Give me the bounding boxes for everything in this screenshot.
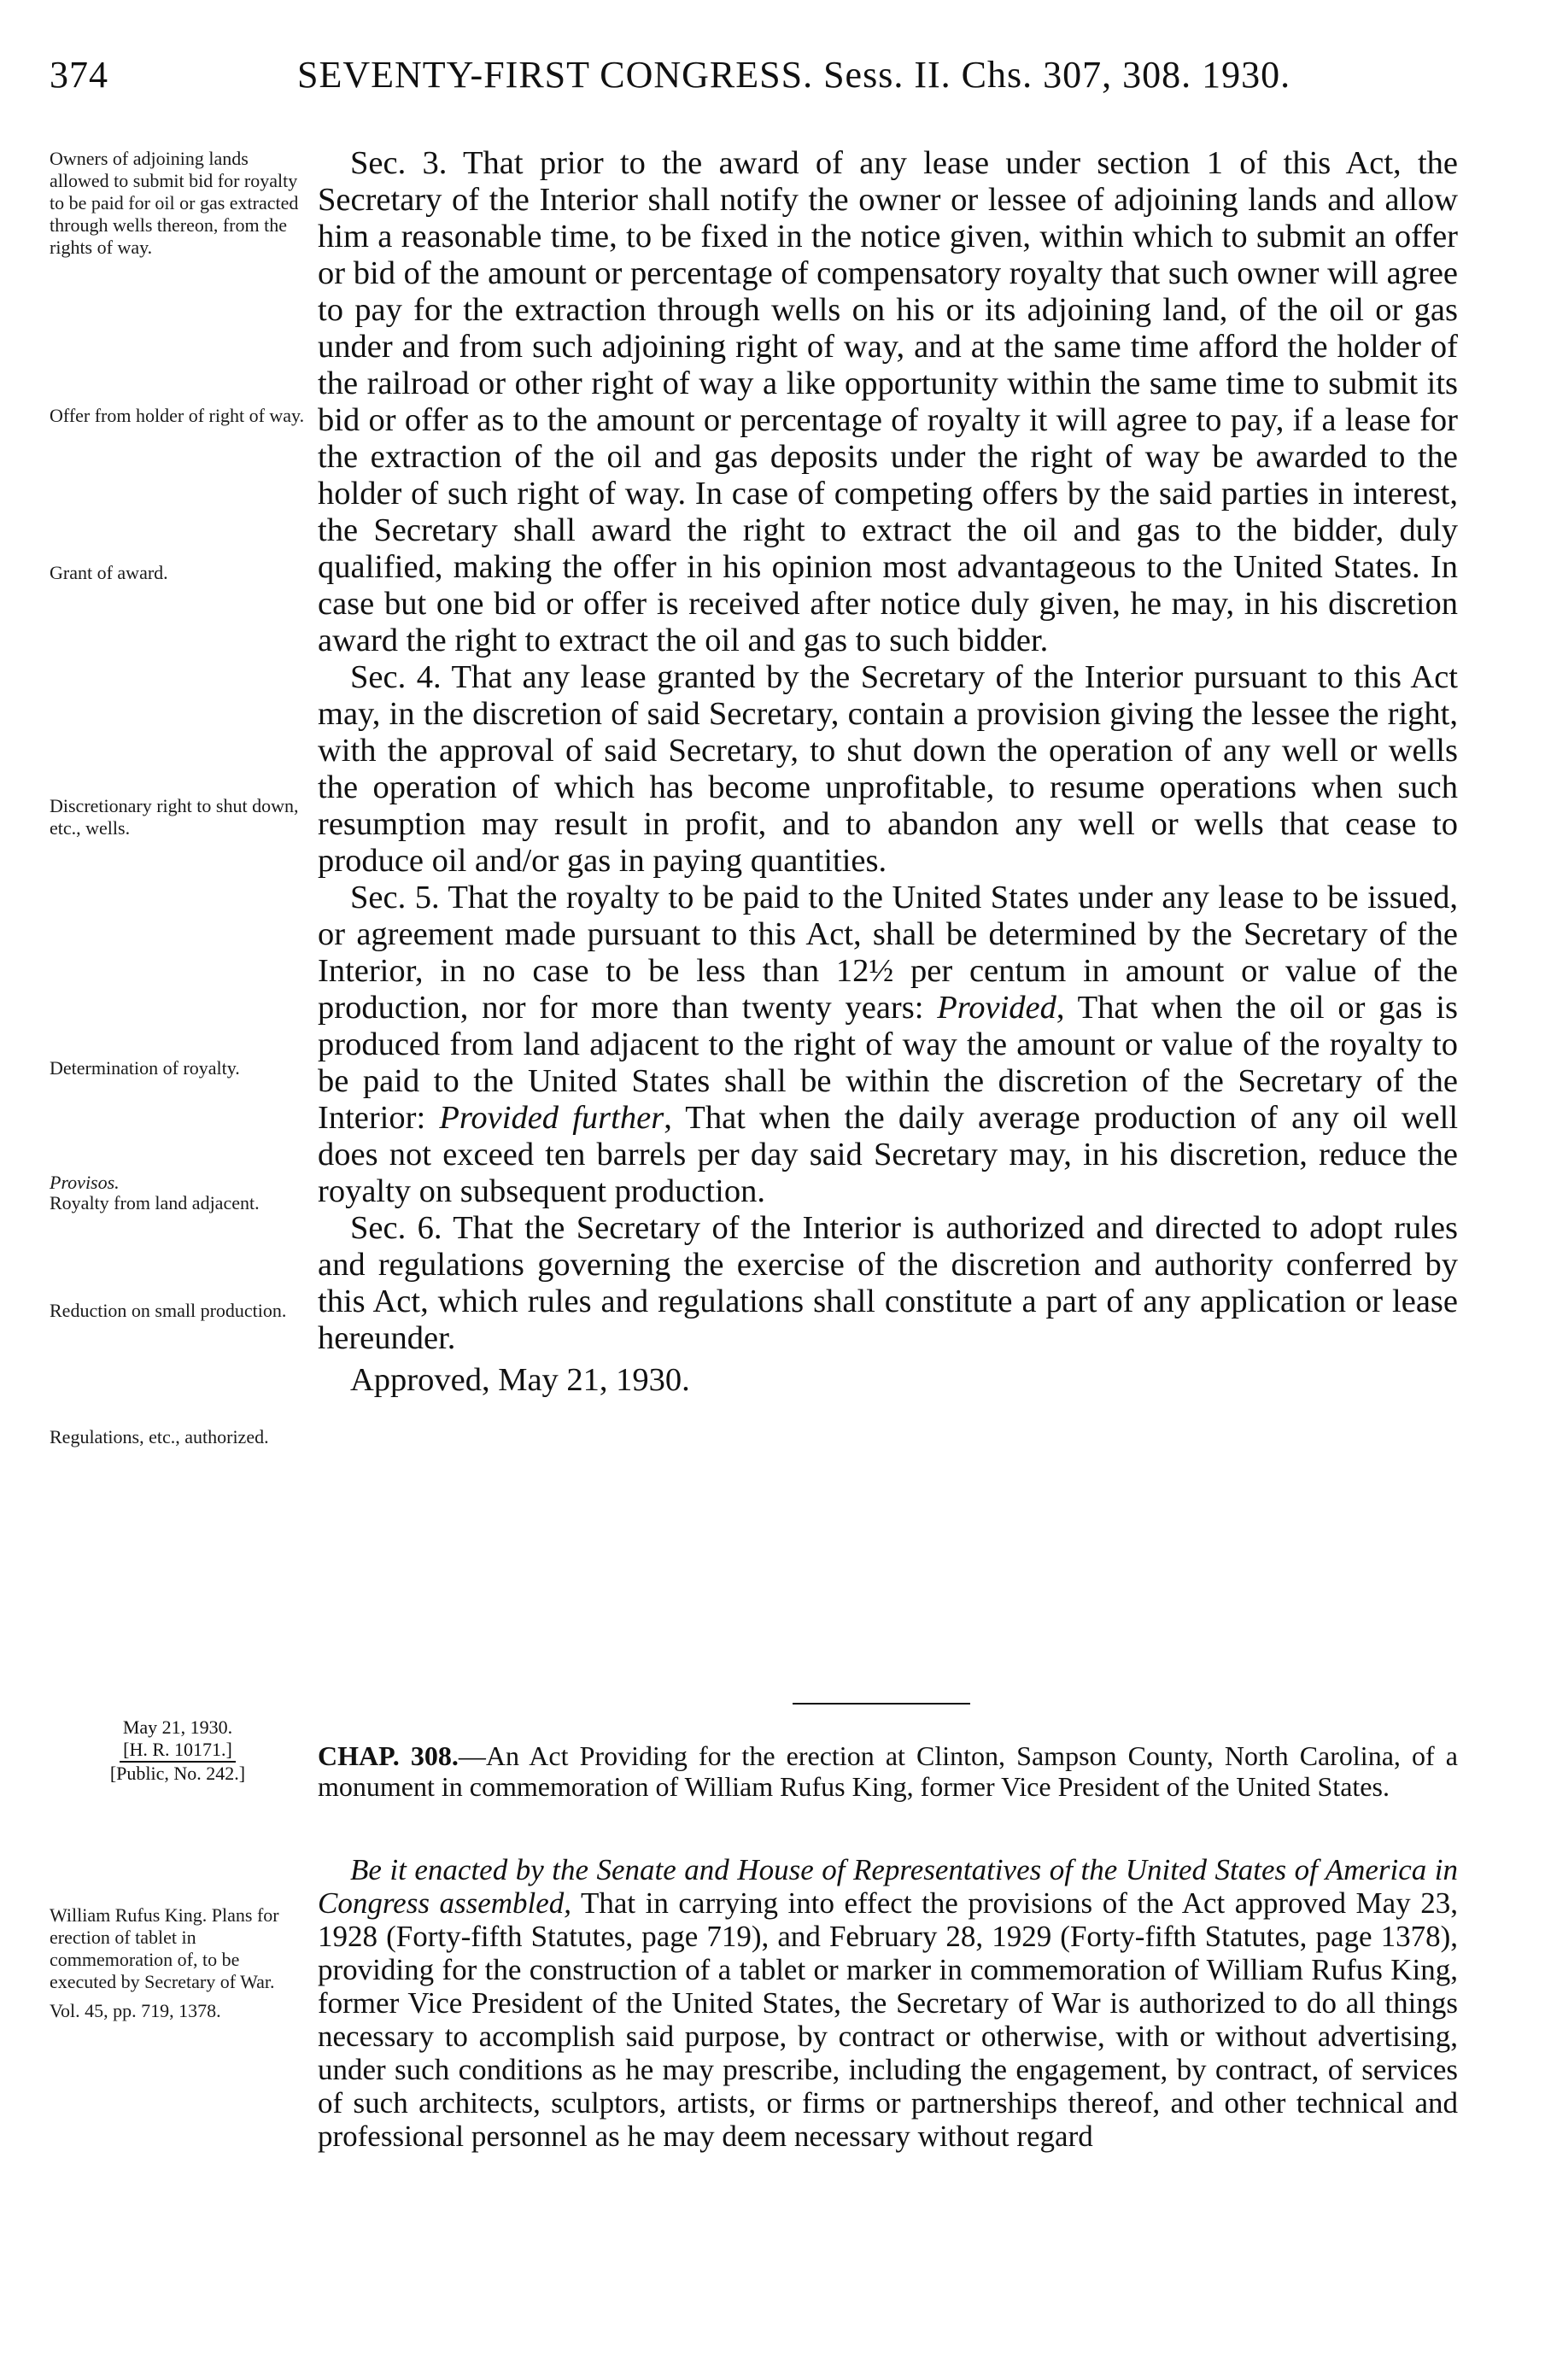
section-divider [793, 1703, 970, 1705]
enacting-clause: Be it enacted by the Senate and House of Representatives of the United States of America in Congress assembled, [318, 1853, 1458, 1920]
margin-note-discretionary: Discretionary right to shut down, etc., wells. [50, 795, 299, 839]
section-4: Sec. 4. That any lease granted by the Secretary of the Interior pursuant to this Act may, in the discretion of said Secretary, contain a provision giving the lessee the right, with the approval of said Secretary, to shut down the operation of any well or wells the operation of which has become unprofitable, to resume operations when such resumption may result in profit, and to abandon any well or wells that cease to produce oil and/or gas in paying quantities. [318, 659, 1458, 879]
public-law-number: [Public, No. 242.] [109, 1763, 246, 1784]
chapter-heading [318, 1740, 1458, 1802]
margin-note-grant: Grant of award. [50, 562, 168, 583]
running-title: SEVENTY-FIRST CONGRESS. Sess. II. Chs. 307, 308. 1930. [297, 54, 1291, 96]
approval-date: Approved, May 21, 1930. [350, 1362, 690, 1398]
chapter-label: CHAP. 308. [318, 1740, 459, 1771]
section-5-part-c: , That when the daily average production of any oil well does not exceed ten barrels per day said Secretary may, in his discretion, reduce the royalty on subsequent production. [318, 1100, 1459, 1209]
section-5-part-a: Sec. 5. That the royalty to be paid to the United States under any lease to be issued, or agreement made pursuant to this Act, shall be determined by the Secretary of the Interior, in no case to be less than 12½ per centum in amount or value of the production, nor for more than twenty years: [318, 880, 1458, 1026]
bill-date: May 21, 1930. [122, 1716, 233, 1738]
section-5-provided-further: Provided further [439, 1100, 664, 1136]
chapter-title: —An Act Providing for the erection at Clinton, Sampson County, North Carolina, of a monument in commemoration of William Rufus King, former Vice President of the United States. [318, 1740, 1459, 1802]
enactment-text [318, 1853, 1458, 2153]
section-3: Sec. 3. That prior to the award of any lease under section 1 of this Act, the Secretary of the Interior shall notify the owner or lessee of adjoining lands and allow him a reasonable time, to be fixed in the notice given, within which to submit an offer or bid of the amount or percentage of compensatory royalty that such owner will agree to pay for the extraction through wells on his or its adjoining land, of the oil or gas under and from such adjoining right of way, and at the same time afford the holder of the railroad or other right of way a like opportunity within the same time to submit its bid or offer as to the amount or percentage of royalty it will agree to pay, if a lease for the extraction of the oil and gas deposits under the right of way be awarded to the holder of such right of way. In case of competing offers by the said parties in interest, the Secretary shall award the right to extract the oil and gas to the bidder, duly qualified, making the offer in his opinion most advantageous to the United States. In case but one bid or offer is received after notice duly given, he may, in his discretion award the right to extract the oil and gas to such bidder. [318, 145, 1458, 658]
margin-note-provisos: Provisos. [50, 1172, 120, 1193]
bill-hr-number: [H. R. 10171.] [120, 1739, 236, 1763]
margin-note-regulations: Regulations, etc., authorized. [50, 1426, 269, 1447]
section-5-provided: Provided [937, 990, 1056, 1026]
margin-note-determination: Determination of royalty. [50, 1057, 240, 1079]
margin-note-royalty-land: Royalty from land adjacent. [50, 1192, 260, 1213]
margin-note-volume: Vol. 45, pp. 719, 1378. [50, 2000, 221, 2021]
page-header [50, 53, 1459, 104]
margin-note-offer: Offer from holder of right of way. [50, 405, 305, 426]
main-text [318, 145, 1458, 1399]
bill-info [50, 1716, 306, 1785]
section-5 [318, 880, 1458, 1210]
section-5-part-b: , That when the oil or gas is produced from land adjacent to the right of way the amount or value of the royalty to be paid to the United States shall be within the discretion of the Secretary of the Interior: [318, 990, 1458, 1136]
section-6: Sec. 6. That the Secretary of the Interior is authorized and directed to adopt rules and regulations governing the exercise of the discretion and authority conferred by this Act, which rules and regulations shall constitute a part of any application or lease hereunder. [318, 1210, 1458, 1356]
page-number: 374 [50, 54, 108, 96]
enactment-body: That in carrying into effect the provisions of the Act approved May 23, 1928 (Forty-fifth Statutes, page 719), and February 28, 1929 (Forty-fifth Statutes, page 1378), providing for the construction of a tablet or marker in commemoration of William Rufus King, former Vice President of the United States, the Secretary of War is authorized to do all things necessary to accomplish said purpose, by contract or otherwise, with or without advertising, under such conditions as he may prescribe, including the engagement, by contract, of services of such architects, sculptors, artists, or firms or partnerships thereof, and other technical and professional personnel as he may deem necessary without regard [318, 1886, 1458, 2153]
margin-note-reduction: Reduction on small production. [50, 1300, 287, 1321]
margin-note-owners: Owners of adjoining lands allowed to submit bid for royalty to be paid for oil or gas extracted through wells thereon, from the rights of way. [50, 148, 299, 258]
margin-note-king: William Rufus King. Plans for erection of tablet in commemoration of, to be executed by Secretary of War. [50, 1904, 279, 1992]
